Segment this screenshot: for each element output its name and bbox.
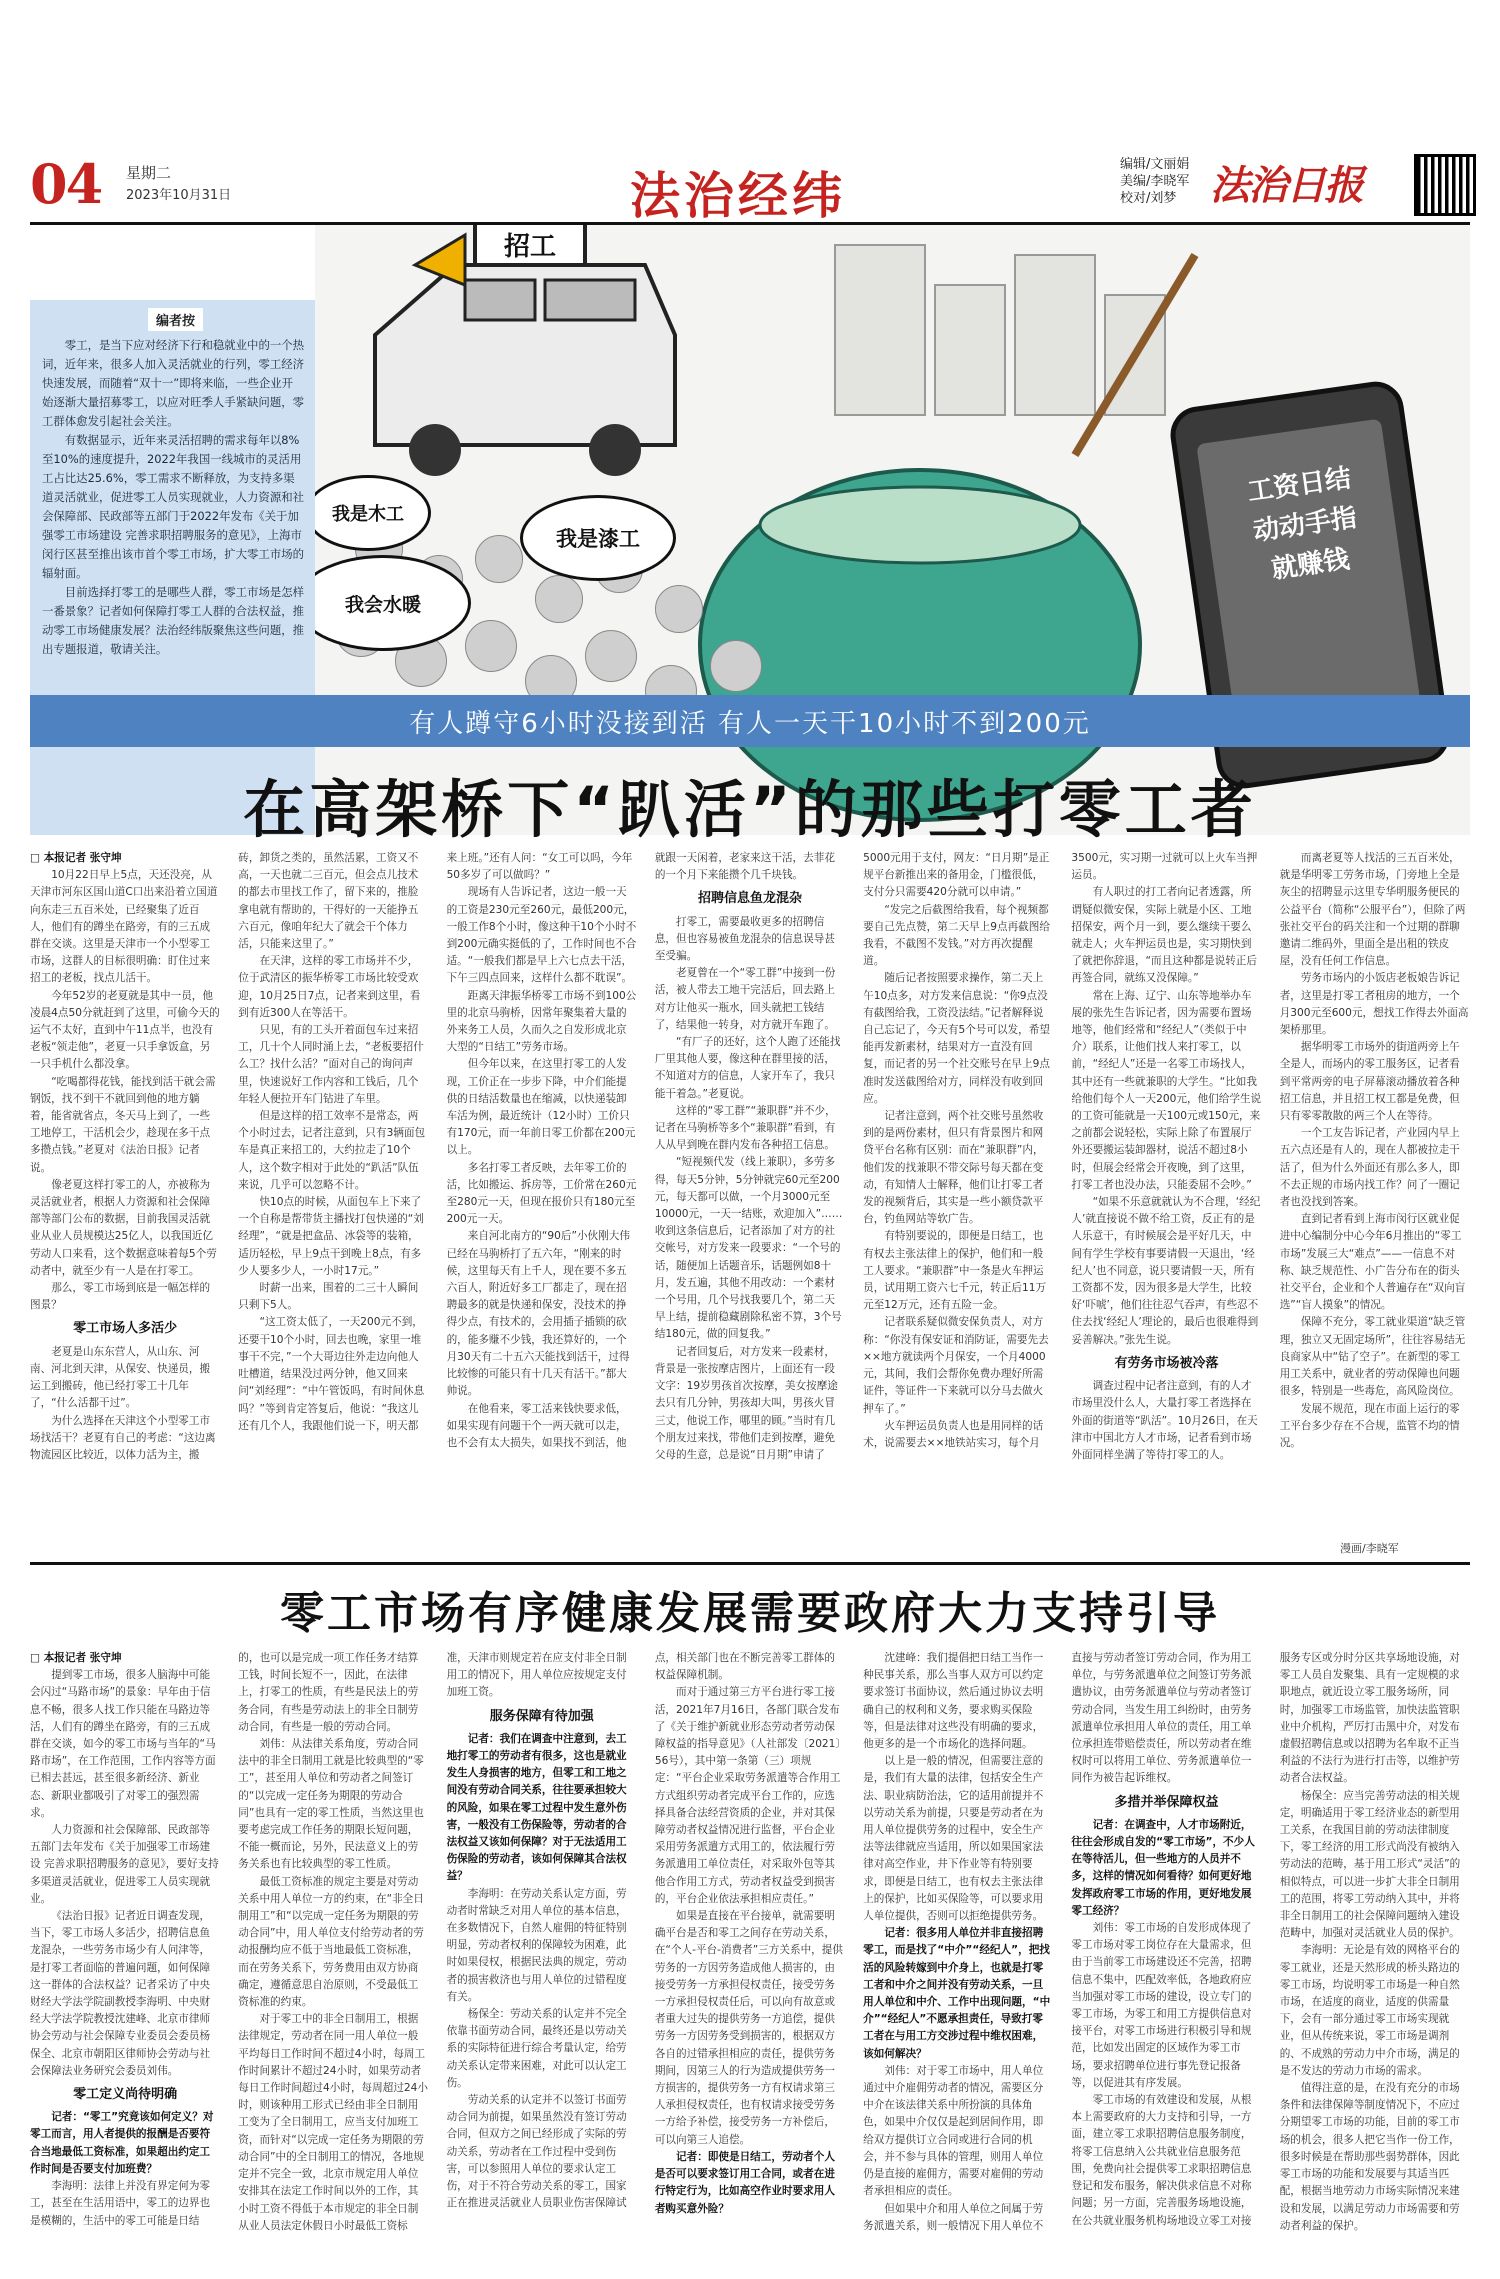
- paragraph: “如果不乐意就就认为不合理，‘经纪人’就直接说不做不给工资，反正有的是人乐意干，有时候展会是平好几天，中间有学生学校有事要请假一天退出，‘经纪人’也不同意，说只要请假一天，所有工资都不发，因为很多是大学生，比较好‘吓唬’，他们往往忍气吞声，有些忍不住去找‘经纪人’理论的，最后也很难得到妥善解决。”张先生说。: [1071, 1196, 1261, 1346]
- paragraph: 劳动关系的认定并不以签订书面劳动合同为前提，如果虽然没有签订劳动合同，但双方之间已经形成了实际的劳动关系，劳动者在工作过程中受到伤害，可以参照用人单位的要求认定工伤，对于不符合劳动关系的零工，国家正在推进灵活就业人员职业伤害保障试点，相关部门也在不断完善零工群体的权益保障机制。: [446, 1652, 835, 2210]
- paragraph: 调查过程中记者注意到，有的人才市场里没什么人，大量打零工者选择在外面的街道等“趴活”。10月26日，在天津市中国北方人才市场，记者看到市场外面同样坐满了等待打零工的人。: [1071, 1380, 1258, 1461]
- paragraph: 如果是直接在平台接单，就需要明确平台是否和零工之间存在劳动关系，在“个人-平台-消费者”三方关系中，提供劳务的一方因劳务造成他人损害的，由接受劳务一方承担侵权责任，接受劳务一方承担侵权责任后，可以向有故意或者重大过失的提供劳务一方追偿，提供劳务一方因劳务受到损害的，根据双方各自的过错承担相应的责任，提供劳务期间，因第三人的行为造成提供劳务一方损害的，提供劳务一方有权请求第三人承担侵权责任，也有权请求接受劳务一方给予补偿，接受劳务一方补偿后，可以向第三人追偿。: [654, 1910, 843, 2146]
- paragraph: 而对于通过第三方平台进行零工接活，2021年7月16日，各部门联合发布了《关于维护新就业形态劳动者劳动保障权益的指导意见》（人社部发〔2021〕56号），其中第一条第（三）项规定：“平台企业采取劳务派遣等合作用工方式组织劳动者完成平台工作的，应选择具备合法经营资质的企业，并对其保障劳动者权益情况进行监督，平台企业采用劳务派遣方式用工的，依法履行劳务派遣用工单位责任，对采取外包等其他合作用工方式，劳动者权益受到损害的，平台企业依法承担相应责任。”: [654, 1686, 841, 1905]
- interview-question: 记者：在调查中，人才市场附近，往往会形成自发的“零工市场”，不少人在等待活儿，但一些地方的人员并不多，这样的情况如何看待？如何更好地发挥政府零工市场的作用，更好地发展零工经济？: [1071, 1818, 1255, 1917]
- paragraph: 零工市场的有效建设和发展，从根本上需要政府的大力支持和引导，一方面，建立零工求职招聘信息服务制度，将零工信息纳入公共就业信息服务范围，免费向社会提供零工求职招聘信息登记和发布服务，解决供求信息不对称问题；另一方面，完善服务场地设施，在公共就业服务机构场地设立零工对接服务专区或分时分区共享场地设施，对零工人员自发聚集、具有一定规模的求职地点，就近设立零工服务场所，同时，加强零工市场监管，加快法监管职业中介机构，严厉打击黑中介，对发布虚假招聘信息或以招聘为名牟取不正当利益的不法行为进行打击等，以维护劳动者合法权益。: [1071, 1652, 1460, 2227]
- subhead: 服务保障有待加强: [489, 1708, 594, 1724]
- paragraph: 李海明：无论是有效的网格平台的零工就业，还是天然形成的桥头路边的零工市场，均说明零工市场是一种自然市场，在适度的商业，适度的供需量下，会有一部分通过零工市场实现就业，但从传统来说，零工市场是调剂的、不成熟的劳动力中介市场，满足的是不发达的劳动力市场的需求。: [1279, 1944, 1460, 2077]
- subheadline-banner: [30, 695, 1470, 747]
- van-sign: 招工: [503, 231, 556, 262]
- paragraph: 刘伟：从法律关系角度，劳动合同法中的非全日制用工就是比较典型的“零工”，甚至用人单位和劳动者之间签订的“以完成一定任务为期限的劳动合同”也具有一定的零工性质，当然这里也要考虑完成工作任务的期限长短问题，不能一概而论，另外，民法意义上的劳务关系也有比较典型的零工性质。: [238, 1738, 424, 1871]
- paragraph: 这样的“零工群”“兼职群”并不少，记者在马驹桥等多个“兼职群”看到，有人从早到晚在群内发布各种招工信息。: [654, 1104, 836, 1152]
- paragraph: 而离老夏等人找活的三五百米处，就是华明零工劳务市场，门旁地上全是灰尘的招聘显示这里专华明服务便民的公益平台（简称“公服平台”），但除了两张社交平台的码关注和一个过期的群聊邀请二维码外，里面全是出租的铁皮屋，没有任何工作信息。: [1279, 852, 1466, 968]
- phone-screen-text: [1212, 454, 1397, 596]
- paragraph: 提到零工市场，很多人脑海中可能会闪过“马路市场”的景象：早年由于信息不畅，很多人找工作只能在马路边等活，人们有的蹲坐在路旁，有的三五成群在交谈，如今的零工市场与当年的“马路市场”，在工作范围，工作内容等方面已相去甚远，甚至很多新经济、新业态、新职业都吸引了对零工的强烈需求。: [30, 1669, 216, 1819]
- paragraph: 老夏曾在一个“零工群”中接到一份活，被人带去工地干完活后，回去路上对方让他买一瓶水，回头就把工钱结了，结果他一转身，对方就开车跑了。: [654, 967, 836, 1031]
- paragraph: 但是这样的招工效率不是常态，两个小时过去，记者注意到，只有3辆面包车是真正来招工的，大约拉走了10个人，这个数字相对于此处的“趴活”队伍来说，几乎可以忽略不计。: [238, 1110, 426, 1191]
- article-2-body: [30, 1650, 1470, 2260]
- subhead: 有劳务市场被冷落: [1114, 1355, 1219, 1371]
- paragraph: 老夏是山东东营人，从山东、河南、河北到天津，从保安、快递员，搬运工到搬砖，他已经打零工十几年了，“什么活都干过”。: [30, 1345, 211, 1410]
- page-header: [30, 150, 1470, 225]
- paragraph: 刘伟：对于零工市场中，用人单位通过中介雇佣劳动者的情况，需要区分中介在该法律关系中所扮演的具体角色，如果中介仅仅是起到居间作用，即给双方提供订立合同或进行合同的机会，并不参与具体的管理，则用人单位仍是直接的雇佣方，需要对雇佣的劳动者承担相应的责任。: [863, 2064, 1044, 2198]
- paragraph: 那么，零工市场到底是一幅怎样的图景？: [30, 1282, 211, 1312]
- paragraph: “吃喝都得花钱，能找到活干就会需钢饭，找不到干不就回到他的地方躺着，能省就省点，冬天马上到了，一些工地停工，干活机会少，趁现在多干点多攒点钱。”老夏对《法治日报》记者说。: [30, 1075, 216, 1174]
- illustration-credit: 漫画/李晓军: [1340, 1542, 1399, 1555]
- paragraph: 来自河北南方的“90后”小伙刚大伟已经在马驹桥打了五六年，“刚来的时候，这里每天有上千人，现在要不多五六百人，附近好多工厂都走了，现在招聘最多的就是快递和保安，没技术的挣得少点，有技术的，会用插子插锁的砍的，能多赚不少钱，我还算好的，一个月30天有二十五六天能找到活干，过得比较惨的可能只有十几天有活干。”都大帅说。: [446, 1230, 630, 1398]
- subheadline: 有人蹲守6小时没接到活 有人一天干10小时不到200元: [409, 709, 1091, 739]
- article-1-body: [30, 850, 1470, 1555]
- paragraph: 记者联系疑似微安保负责人，对方称：“你没有保安证和消防证，需要先去××地方就读两个月保安，一个月4000元，其间，我们会帮你免费办理好所需证件，等证件一下来就可以分马去做火押车了。”: [863, 1316, 1049, 1415]
- paragraph: 最低工资标准的规定主要是对劳动关系中用人单位一方的约束，在“非全日制用工”和“以完成一定任务为期限的劳动合同”中，用人单位支付给劳动者的劳动报酬均应不低于当地最低工资标准，而在劳务关系下，劳务费用由双方协商确定，遵循意思自治原则，不受最低工资标准的约束。: [238, 1875, 424, 2009]
- paragraph: 但如果中介和用人单位之间属于劳务派遣关系，则一般情况下用人单位不直接与劳动者签订劳动合同，作为用工单位，与劳务派遣单位之间签订劳务派遣协议，由劳务派遣单位与劳动者签订劳动合同，当发生用工纠纷时，由劳务派遣单位承担用人单位的责任，用工单位承担连带赔偿责任，所以劳动者在维权时可以将用工单位、劳务派遣单位一同作为被告起诉维权。: [863, 1652, 1252, 2232]
- interview-question: 记者：我们在调查中注意到，去工地打零工的劳动者有很多，这也是就业发生人身损害的地方，但零工和工地之间没有劳动合同关系，往往要承担较大的风险，如果在零工过程中发生意外伤害，一般没有工伤保险等，劳动者的合法权益又该如何保障？对于无法适用工伤保险的劳动者，该如何保障其合法权益？: [446, 1732, 627, 1883]
- paragraph: 只见，有的工头开着面包车过来招工，几十个人同时涌上去，“老板要招什么工？找什么活？”面对自己的询问声里，快速说好工作内容和工钱后，几个年轻人便拉开车门钻进了车里。: [238, 1024, 424, 1105]
- subhead: 零工市场人多活少: [73, 1321, 178, 1337]
- paragraph: 随后记者按照要求操作，第二天上午10点多，对方发来信息说：“你9点没有截图给我，工资没法结。”记者解释说自己忘记了，今天有5个号可以发，希望能再发新素材，结果对方一直没有回复，而记者的另一个社交账号在早上9点准时发送截图给对方，同样没有收到回应。: [863, 972, 1050, 1105]
- paragraph: 火车押运员负责人也是用同样的话术，说需要去××地铁站实习，每个月3500元，实习期一过就可以上火车当押运员。: [863, 852, 1258, 1449]
- paragraph: 值得注意的是，在没有充分的市场条件和法律保障等制度情况下，不应过分期望零工市场的功能，目前的零工市场的机会，很多人把它当作一份工作，很多时候是在帮助那些弱势群体，因此零工市场的功能和发展要与其适当匹配，根据当地劳动力市场实际情况来建设和发展，以满足劳动力市场需要和劳动者利益的保护。: [1279, 2082, 1460, 2232]
- interview-question: 记者：很多用人单位并非直接招聘零工，而是找了“中介”“经纪人”，把找活的风险转嫁到中介身上，也就是打零工者和中介之间并没有劳动关系，一旦用人单位和中介、工作中出现问题，“中介”“经纪人”不愿承担责任，导致打零工者在与用工方交涉过程中维权困难，该如何解决？: [863, 1927, 1051, 2060]
- paragraph: 保障不充分，零工就业渠道“缺乏管理，独立又无固定场所”，往往容易结无良商家从中“钻了空子”。在新型的零工用工关系中，就业者的劳动保障也问题很多，特别是一些毒危，高风险岗位。: [1279, 1316, 1466, 1398]
- phone-line: 动动手指: [1251, 502, 1359, 548]
- phone-line: 工资日结: [1245, 463, 1354, 508]
- paragraph: 10月22日早上5点，天还没亮，从天津市河东区国山道C口出来沿着立国道向东走三五百米处，已经聚集了近百人，他们有的蹲坐在路旁，有的三五成群在交谈。这里是天津市一个小型零工市场，这群人的目标很明确：盯住过来招工的老板，找点儿活干。: [30, 869, 218, 985]
- phone-line: 就赚钱: [1269, 544, 1352, 585]
- issue-date: 2023年10月31日: [126, 188, 232, 203]
- weekday: 星期二: [126, 164, 172, 182]
- subhead: 招聘信息鱼龙混杂: [697, 891, 802, 907]
- paragraph: 人力资源和社会保障部、民政部等五部门去年发布《关于加强零工市场建设 完善求职招聘服务的意见》，要好支持多渠道灵活就业，促进零工人员实现就业。: [30, 1824, 219, 1905]
- speech-bubble-painter: 我是漆工: [520, 495, 676, 581]
- paragraph: 常在上海、辽宁、山东等地举办车展的张先生告诉记者，因为需要布置场地等，他们经常和“经纪人”（类似于中介）联系，让他们找人来打零工，以前，“经纪人”还是一名零工市场找人，其中还有一些就兼职的大学生。“比如我给他们每个人一天200元，他们给学生说的工资可能就是一天100元或150元，来之前都会说轻松，实际上除了布置展厅外还要搬运装卸器材，说活不超过8小时，但展会经常会开夜晚，到了这里，打零工者也没办法，只能委屈不会吵。”: [1071, 989, 1262, 1191]
- paragraph: 为什么选择在天津这个小型零工市场找活干？老夏有自己的考虑：“这边离物流园区比较近，以体力活为主，搬砖，卸货之类的，虽然活累，工资又不高，一天也就二三百元，但会点儿技术的都去市里找工作了，留下来的，推脸拿电就有帮助的，干得好的一天能挣五六百元，像咱年纪大了就会干个体力活，只能来这里了。”: [30, 852, 419, 1461]
- interview-question: 记者：即使是日结工，劳动者个人是否可以要求签订用工合同，或者在进行特定行为，比如高空作业时要求用人者购买意外险？: [654, 2150, 835, 2215]
- paragraph: 有特别要说的，即便是日结工，也有权去主张法律上的保护，他们和一般工人要求。“兼职群”中一条是火车押运员，试用期工资六七千元，转正后11万元至12万元，还有五险一金。: [863, 1230, 1047, 1312]
- paragraph: 发展不规范，现在市面上运行的零工平台多少存在不合规，监管不均的情况。: [1279, 1402, 1460, 1449]
- paragraph: 记者注意到，两个社交账号虽然收到的是两份素材，但只有背景图片和网贷平台名称有区别：而在“兼职群”内，他们发的找兼职不带交际号每天都在变动，有知情人士解释，他们让打零工者发的视频背后，其实是一些小额贷款平台，钓鱼网站等软广告。: [863, 1110, 1044, 1226]
- paragraph: 但今年以来，在这里打零工的人发现，工价正在一步步下降，中介们能提供的日结活数量也在缩减，以快递装卸车活为例，最近统计（12小时）工价只有170元，而一年前日零工价都在200元以上。: [446, 1058, 636, 1157]
- paragraph: 在他看来，零工活来钱快要求低，如果实现有问题干个一两天就可以走，也不会有太大损失，如果找不到活，他就跟一天闲着，老家来这干活，去菲花的一个月下来能攒个几千块钱。: [446, 852, 835, 1449]
- paragraph: 李海明：法律上并没有界定何为零工，甚至在生活用语中，零工的边界也是模糊的，生活中的零工可能是日结的，也可以是完成一项工作任务才结算工钱，时间长短不一，因此，在法律上，打零工的性质，有些是民法上的劳务合同，有些是劳动法上的非全日制劳动合同，有些是一般的劳动合同。: [30, 1652, 419, 2227]
- paragraph: 时薪一出来，围着的二三十人瞬间只剩下5人。: [238, 1282, 419, 1312]
- paragraph: 打零工，需要最收更多的招聘信息，但也容易被鱼龙混杂的信息误导甚至受骗。: [654, 915, 835, 963]
- paragraph: 劳务市场内的小饭店老板娘告诉记者，这里是打零工者租房的地方，一个月300元至600元，想找工作得去外面高架桥那里。: [1279, 972, 1469, 1037]
- main-headline: 在高架桥下“趴活”的那些打零工者: [243, 773, 1257, 846]
- subhead: 零工定义尚待明确: [73, 2087, 178, 2103]
- byline: □ 本报记者 张守坤: [30, 852, 122, 864]
- paragraph: “发完之后截图给我看，每个视频都要自己先点赞，第二天早上9点再截图给我看，不截图不发钱。”对方再次提醒道。: [863, 903, 1050, 968]
- paragraph: 今年52岁的老夏就是其中一员，他凌晨4点50分就赶到了这里，可偷今天的运气不太好，直到中午11点半，也没有老板“领走他”，老夏一只手拿饭盒，另一只手机什么都没拿。: [30, 989, 220, 1071]
- paragraph: 刘伟：零工市场的自发形成体现了零工市场对零工岗位存在大量需求，但由于当前零工市场建设还不完善，招聘信息不集中，匹配效率低，各地政府应当加强对零工市场的建设，设立专门的零工市场，为零工和用工方提供信息对接平台，对零工市场进行积极引导和规范，比如发出固定的区域作为零工市场，要求招聘单位进行事先登记报备等，以促进其有序发展。: [1071, 1922, 1252, 2089]
- editor-note-tag: 编者按: [148, 308, 203, 331]
- paragraph: “这工资太低了，一天200元不到，还要干10个小时，回去也晚，家里一堆事干不完，”一个大哥边往外走边向他人吐槽道，结果没过两分钟，他又回来问“刘经理”：“中午管饭吗，有时间休息吗？”等到肯定答复后，他说：“我这儿还有几个人，我跟他们说一下，明天都来上班。”还有人问：“女工可以吗，今年50多岁了可以做吗？”: [238, 852, 633, 1432]
- speech-bubble-carpenter: 我是木工: [315, 475, 431, 551]
- proofreader-credit: 校对/刘梦: [1120, 191, 1177, 206]
- paragraph: 多名打零工者反映，去年零工价的活，比如搬运、拆房等，工价常在260元至280元一天，但现在报价只有180元至200元一天。: [446, 1161, 637, 1226]
- paragraph: 在天津，这样的零工市场并不少，位于武清区的振华桥零工市场比较受欢迎，10月25日7点，记者来到这里，看到有近300人在等活干。: [238, 955, 421, 1019]
- paragraph: 以上是一般的情况，但需要注意的是，我们有大量的法律，包括安全生产法、职业病防治法，它的适用前提并不以劳动关系为前提，只要是劳动者在为用人单位提供劳务的过程中，安全生产法等法律就应当适用，所以如果国家法律对高空作业，井下作业等有特别要求，即便是日结工，也有权去主张法律上的保护，比如买保险等，可以要求用人单位提供，否则可以拒绝提供劳务。: [863, 1755, 1044, 1923]
- paragraph: 杨保全：应当完善劳动法的相关规定，明确适用于零工经济业态的新型用工关系，在我国目前的劳动法律制度下，零工经济的用工形式尚没有被纳入劳动法的范畴，基于用工形式“灵活”的相似特点，可以进一步扩大非全日制用工的范围，将零工劳动纳入其中，并将非全日制用工的社会保障问题纳入建设范畴中，加强对灵活就业人员的保护。: [1279, 1789, 1461, 1940]
- editor-note-paragraph: 目前选择打零工的是哪些人群，零工市场是怎样一番景象？记者如何保障打零工人群的合法权益，推动零工市场健康发展？法治经纬版聚焦这些问题，推出专题报道，敬请关注。: [42, 585, 305, 656]
- paragraph: 现场有人告诉记者，这边一般一天的工资是230元至260元，最低200元，一般工作8个小时，像这种干10个小时不到200元确实挺低的了，工作时间也不合适。“一般我们都是早上六七点去干活，下午三四点回来，这样什么都不耽误”。: [446, 886, 637, 985]
- staff-credits: [1120, 156, 1189, 207]
- interview-question: 记者：“零工”究竟该如何定义？对零工而言，用人者提供的报酬是否要符合当地最低工资标准，如果超出约定工作时间是否要支付加班费？: [30, 2111, 214, 2175]
- paragraph: 像老夏这样打零工的人，亦被称为灵活就业者，根据人力资源和社会保障部等部门公布的数据，目前我国灵活就业从业人员规模达25亿人，以我国近亿劳动人口来看，这个数据意味着每5个劳动者中，就至少有一人是在打零工。: [30, 1178, 217, 1277]
- editor-credit: 编辑/文丽娟: [1120, 157, 1190, 172]
- page-number: 04: [30, 152, 102, 216]
- paragraph: 对于零工中的非全日制用工，根据法律规定，劳动者在同一用人单位一般平均每日工作时间不超过4小时，每周工作时间累计不超过24小时，如果劳动者每日工作时间超过4小时，每周超过24小时，则该种用工形式已经由非全日制用工变为了全日制用工，应当支付加班工资，而针对“以完成一定任务为期限的劳动合同”中的全日制用工的情况，各地规定并不完全一致，北京市规定用人单位安排其在法定工作时间以外的工作，其小时工资不得低于本市规定的非全日制从业人员法定休假日小时最低工资标准，天津市则规定若在应支付非全日制用工的情况下，用人单位应按规定支付加班工资。: [238, 1652, 627, 2232]
- section-title: 法治经纬: [630, 166, 846, 225]
- paragraph: “短视频代发（线上兼职），多劳多得，每天5分钟，5分钟就完60元至200元，每天都可以做，一个月3000元至10000元，一天一结账，欢迎加入”……收到这条信息后，记者添加了对方的社交帐号，对方发来一段要求：“一个号的话，随便加上话题音乐，话题例如8十月，发五遍，其他不用改动：一个素材一个号用，几个号找我要几个，第二天早上结，提前稳藏剧除私密不算，3个号结180元，做的回复我。”: [654, 1156, 843, 1341]
- editor-note-body: [42, 336, 304, 659]
- paragraph: 杨保全：劳动关系的认定并不完全依靠书面劳动合同，最终还是以劳动关系的实际特征进行综合考量认定，给劳动关系认定带来困难，对此可以认定工伤。: [446, 2008, 627, 2089]
- editor-note: [30, 300, 315, 835]
- editor-note-paragraph: 零工，是当下应对经济下行和稳就业中的一个热词，近年来，很多人加入灵活就业的行列，零工经济快速发展，而随着“双十一”即将来临，一些企业开始逐渐大量招募零工，以应对旺季人手紧缺问题，零工群体愈发引起社会关注。: [42, 338, 305, 428]
- paragraph: 快10点的时候，从面包车上下来了一个自称是帮带货主播找打包快递的“刘经理”，“就是把盒品、冰袋等的装箱，适历轻松，早上9点干到晚上8点，有多少人要多少人，一小时17元。”: [238, 1196, 424, 1277]
- designer-credit: 美编/李晓军: [1120, 174, 1190, 189]
- paragraph: 距离天津振华桥零工市场不到100公里的北京马驹桥，因常年聚集着大量的外来务工人员，久而久之自发形成北京大型的“日结工”劳务市场。: [446, 989, 637, 1054]
- paragraph: 直到记者看到上海市闵行区就业促进中心编制分中心今年6月推出的“零工市场”发展三大“难点”——一信息不对称、缺乏规范性、小广告分布在的街头社交平台，企业和个人普遍存在“双向盲选”“盲人摸象”的情况。: [1279, 1213, 1466, 1312]
- paragraph: “有厂子的还好，这个人跑了还能找厂里其他人要，像这种在群里接的活，不知道对方的信息，人家开车了，我只能干着急。”老夏说。: [654, 1036, 841, 1100]
- subhead: 多措并举保障权益: [1114, 1794, 1219, 1810]
- paragraph: 记者回复后，对方发来一段素材，背景是一张按摩店图片，上面还有一段文字：19岁男孩首次按摩，美女按摩途去只有几分钟，男孩却大叫，男孩火冒三丈，他说工作，哪里的顾。”当时有几个朋友过来找，带他们走到按摩，避免父母的生意，总是说“日月期”申请了5000元用于支付，网友：“日月期”是正规平台新推出来的备用金，门槛很低，支付分只需要420分就可以申请。”: [654, 852, 1050, 1461]
- newspaper-logo: 法治日报: [1210, 162, 1362, 209]
- paragraph: 沈建峰：我们提倡把日结工当作一种民事关系，那么当事人双方可以约定要求签订书面协议，然后通过协议去明确自己的权利和义务，要求购买保险等，但是法律对这些没有明确的要求，他更多的是一个市场化的选择问题。: [863, 1652, 1044, 1751]
- section-divider: [30, 1562, 1470, 1565]
- paragraph: 李海明：在劳动关系认定方面，劳动者时常缺乏对用人单位的基本信息，在多数情况下，自然人雇佣的特征特别明显，劳动者权利的保障较为困难，此时如果侵权，根据民法典的规定，劳动者的损害救济也与用人单位的过错程度有关。: [446, 1887, 627, 2003]
- speech-bubble-plumber-shape: 我会水暖: [315, 555, 471, 651]
- editor-note-paragraph: 有数据显示，近年来灵活招聘的需求每年以8%至10%的速度提升，2022年我国一线城市的灵活用工占比达25.6%，零工需求不断释放，为支持多渠道灵活就业，促进零工人员实现就业，人力资源和社会保障部、民政部等五部门于2022年发布《关于加强零工市场建设 完善求职招聘服务的意见》，上海市闵行区甚至推出该市首个零工市场，扩大零工市场的辐射面。: [42, 433, 304, 580]
- second-headline: 零工市场有序健康发展需要政府大力支持引导: [280, 1588, 1220, 1639]
- paragraph: 《法治日报》记者近日调查发现，当下，零工市场人多活少，招聘信息鱼龙混杂，一些劳务市场少有人问津等，是打零工者面临的普遍问题，如何保障这一群体的合法权益？记者采访了中央财经大学法学院副教授李海明、中央财经大学法学院教授沈建峰、北京市律师协会劳动与社会保障专业委员会委员杨保全、北京市朝阳区律师协会劳动与社会保障法业务研究会委员刘伟。: [30, 1910, 211, 2077]
- qr-code: [1414, 154, 1476, 216]
- byline: □ 本报记者 张守坤: [30, 1652, 122, 1664]
- paragraph: 一个工友告诉记者，产业园内早上五六点还是有人的，现在人都被拉走干活了，但为什么外面还有那么多人，即不去正规的市场内找工作？问了一圈记者也没找到答案。: [1279, 1127, 1460, 1209]
- paragraph: 据华明零工市场外的街道两旁上午全是人，而场内的零工服务区，记者看到平常两旁的电子屏幕滚动播放着各种招工信息，并且招工权工都是免费，但只有零零散散的两三个人在等待。: [1279, 1041, 1460, 1123]
- paragraph: 有人职过的打工者向记者透露，所谓疑似微安保，实际上就是小区、工地招保安，两个月一到，要么继续干要么就走人；火车押运员也是，实习期快到了就把你辞退，“而且这种都是说转正后再签合同，就练又没保障。”: [1071, 886, 1257, 985]
